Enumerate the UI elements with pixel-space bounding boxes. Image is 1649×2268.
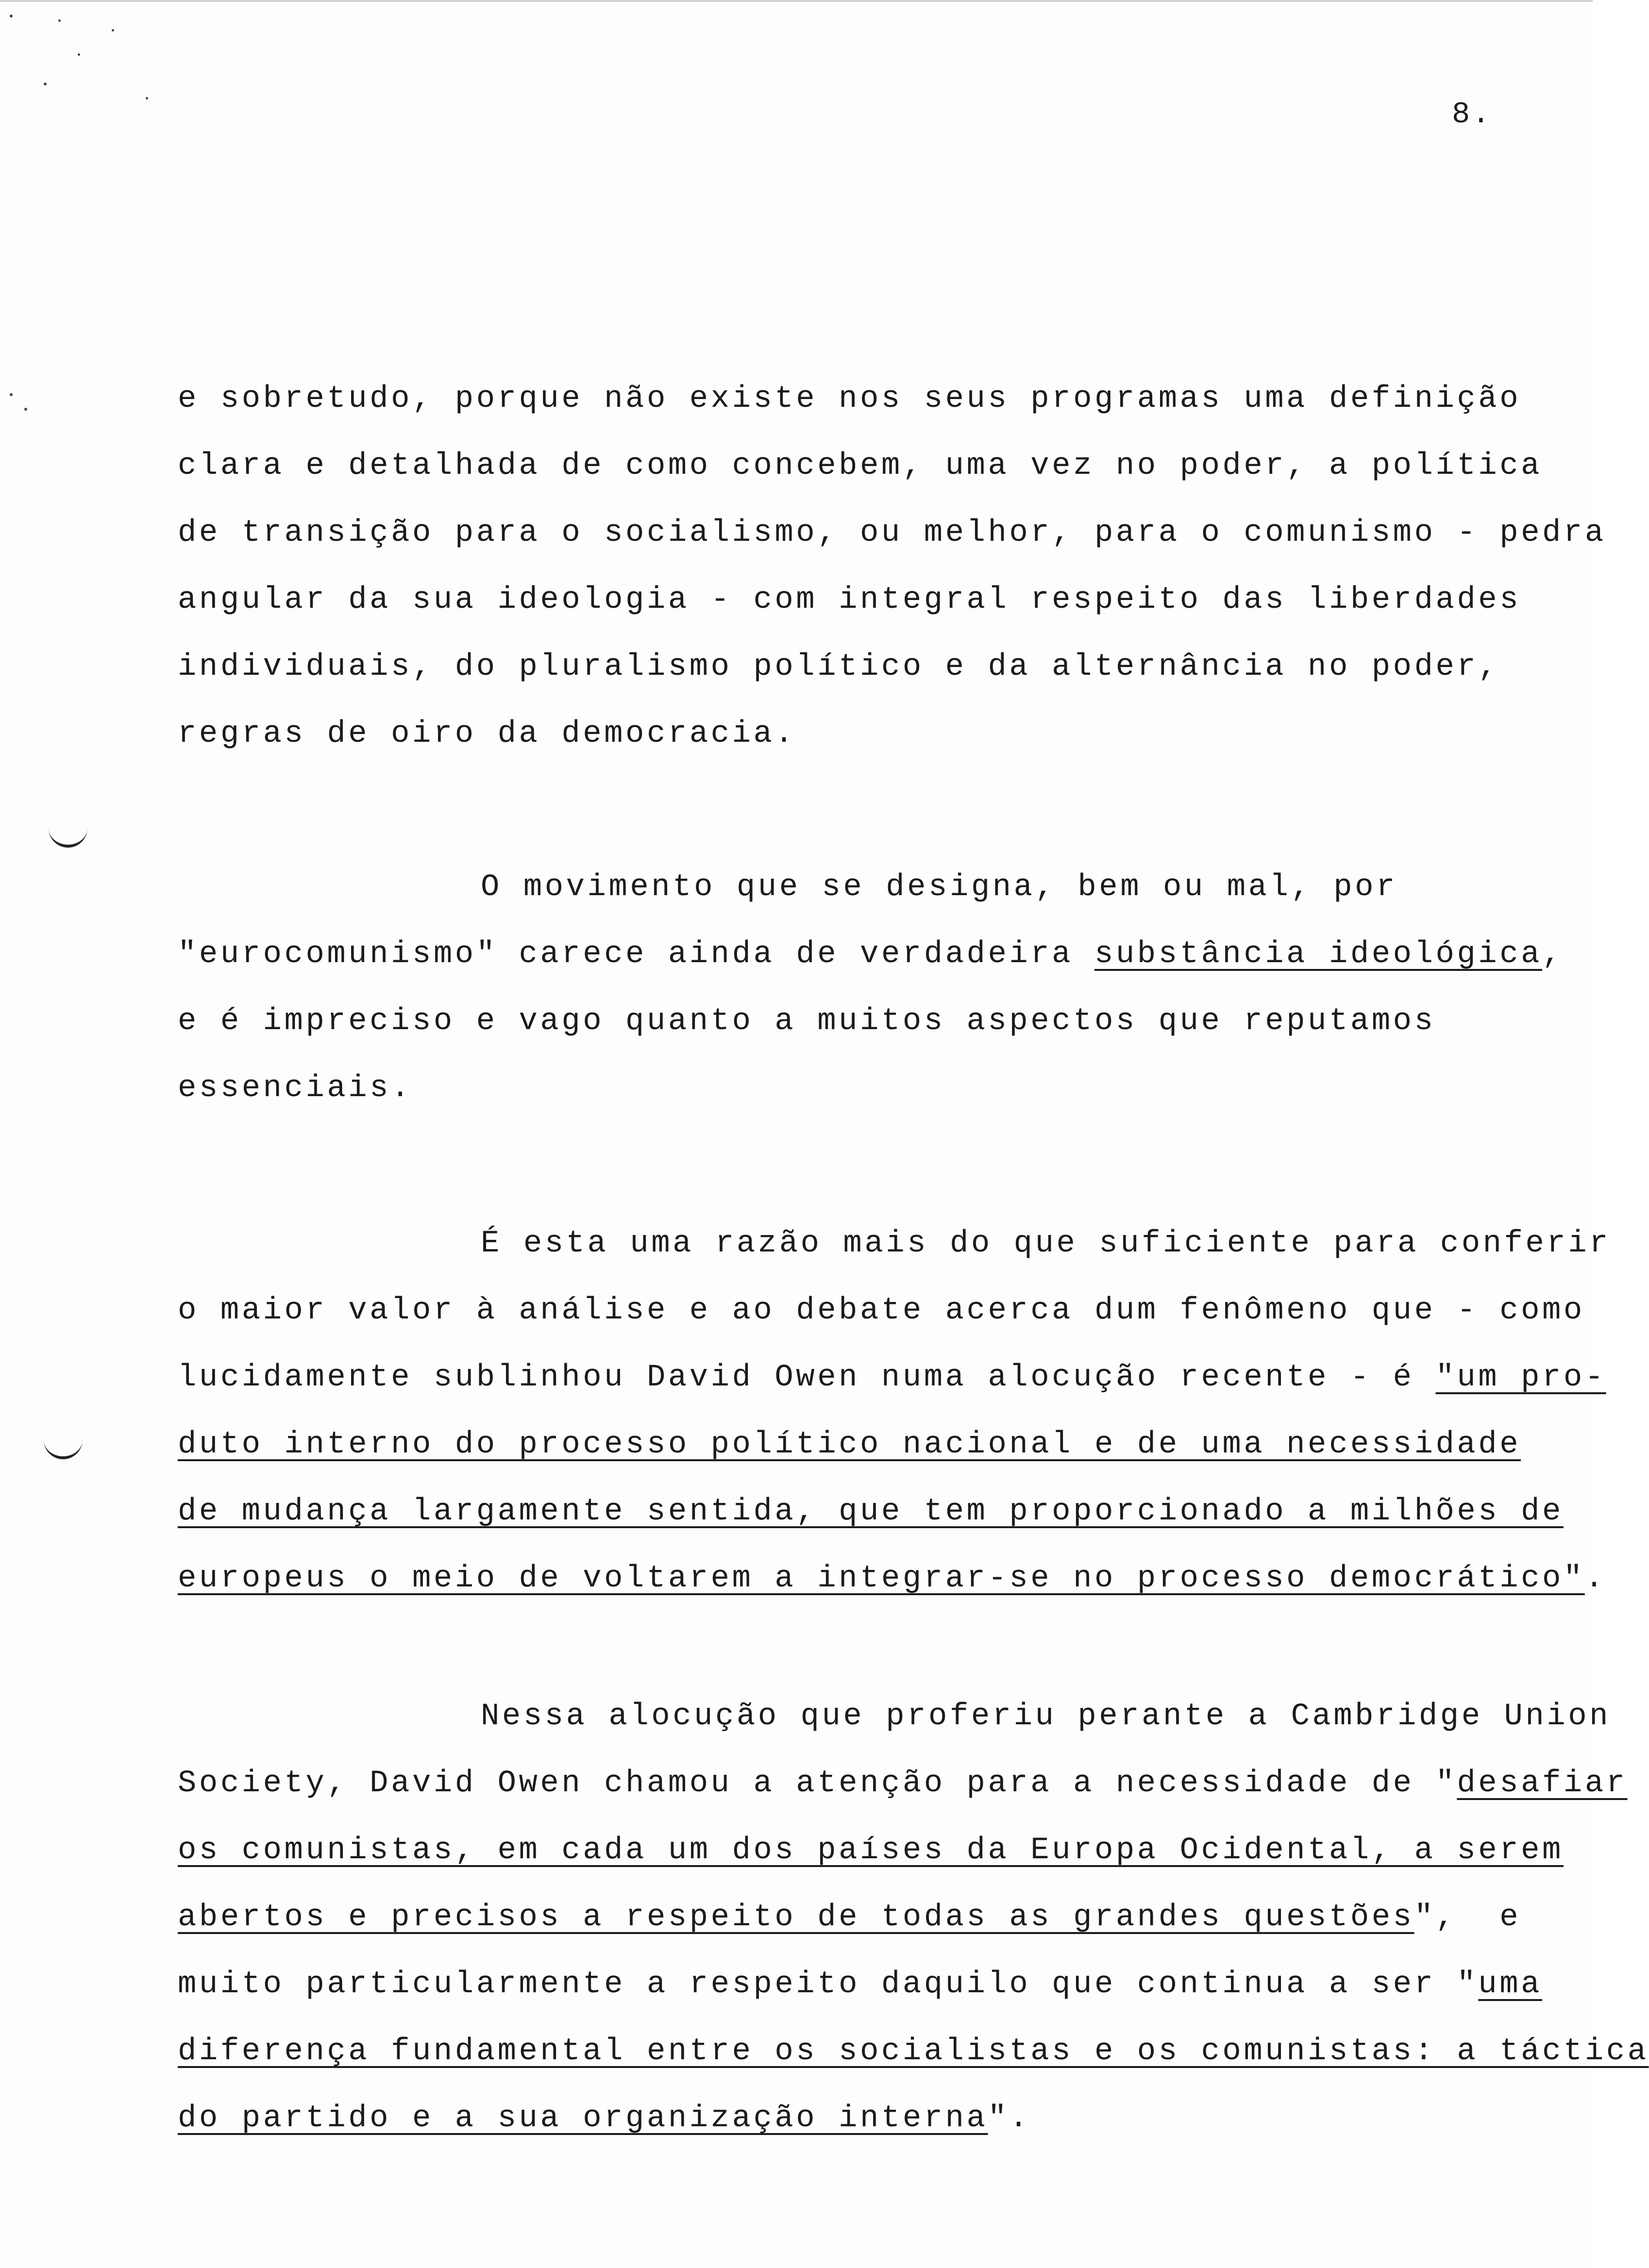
page-top-edge bbox=[0, 0, 1593, 2]
underlined-quote: desafiar bbox=[1457, 1766, 1628, 1801]
text-segment: , bbox=[1542, 937, 1564, 972]
text-line: o maior valor à análise e ao debate acerca dum fenômeno que - como bbox=[178, 1293, 1585, 1328]
underlined-phrase: substância ideológica bbox=[1094, 937, 1542, 972]
text-line: É esta uma razão mais do que suficiente para conferir bbox=[481, 1226, 1611, 1261]
text-line: e é impreciso e vago quanto a muitos aspectos que reputamos bbox=[178, 1004, 1436, 1039]
underlined-quote-line: os comunistas, em cada um dos países da Europa Ocidental, a serem bbox=[178, 1833, 1564, 1868]
text-line: essenciais. bbox=[178, 1071, 412, 1106]
text-line: clara e detalhada de como concebem, uma vez no poder, a política bbox=[178, 449, 1542, 484]
text-line: de transição para o socialismo, ou melhor, para o comunismo - pedra bbox=[178, 516, 1606, 550]
text-line: O movimento que se designa, bem ou mal, por bbox=[481, 870, 1397, 905]
underlined-quote: europeus o meio de voltarem a integrar-se no processo democrático" bbox=[178, 1561, 1585, 1596]
text-line bbox=[178, 1768, 1628, 1799]
text-segment: . bbox=[1584, 1561, 1606, 1596]
scan-speck bbox=[10, 393, 13, 396]
text-line bbox=[178, 939, 1564, 970]
text-segment: Society, David Owen chamou a atenção para a necessidade de " bbox=[178, 1766, 1457, 1801]
page-number: 8. bbox=[1452, 97, 1492, 132]
underlined-quote: "um pro- bbox=[1435, 1360, 1606, 1395]
text-segment: ", e bbox=[1414, 1900, 1521, 1935]
scan-speck bbox=[10, 15, 13, 17]
scan-speck bbox=[112, 29, 114, 32]
text-line: Nessa alocução que proferiu perante a Cambridge Union bbox=[481, 1699, 1611, 1734]
text-line bbox=[178, 1902, 1521, 1933]
scan-speck bbox=[146, 97, 148, 100]
text-line bbox=[178, 1969, 1542, 2000]
text-line bbox=[178, 2103, 1030, 2134]
text-line: individuais, do pluralismo político e da alternância no poder, bbox=[178, 650, 1500, 684]
underlined-quote-line: diferença fundamental entre os socialistas e os comunistas: a táctica bbox=[178, 2034, 1649, 2069]
margin-tick-mark bbox=[49, 825, 87, 848]
text-segment: lucidamente sublinhou David Owen numa alocução recente - é bbox=[178, 1360, 1436, 1395]
scan-speck bbox=[58, 19, 61, 22]
underlined-quote: uma bbox=[1478, 1967, 1542, 2002]
text-line: regras de oiro da democracia. bbox=[178, 717, 796, 751]
text-line bbox=[178, 1563, 1606, 1594]
underlined-quote-line: de mudança largamente sentida, que tem proporcionado a milhões de bbox=[178, 1494, 1564, 1529]
scan-speck bbox=[78, 53, 80, 56]
text-line: e sobretudo, porque não existe nos seus programas uma definição bbox=[178, 382, 1521, 417]
underlined-quote-line: duto interno do processo político nacional e de uma necessidade bbox=[178, 1427, 1521, 1462]
scan-speck bbox=[24, 408, 27, 411]
text-segment: ". bbox=[988, 2101, 1031, 2136]
text-line bbox=[178, 1362, 1606, 1393]
margin-tick-mark bbox=[44, 1437, 83, 1459]
text-segment: "eurocomunismo" carece ainda de verdadeira bbox=[178, 937, 1094, 972]
text-line: angular da sua ideologia - com integral respeito das liberdades bbox=[178, 583, 1521, 617]
text-segment: muito particularmente a respeito daquilo que continua a ser " bbox=[178, 1967, 1479, 2002]
underlined-quote: abertos e precisos a respeito de todas as grandes questões bbox=[178, 1900, 1414, 1935]
scan-speck bbox=[44, 83, 47, 85]
underlined-quote: do partido e a sua organização interna bbox=[178, 2101, 988, 2136]
